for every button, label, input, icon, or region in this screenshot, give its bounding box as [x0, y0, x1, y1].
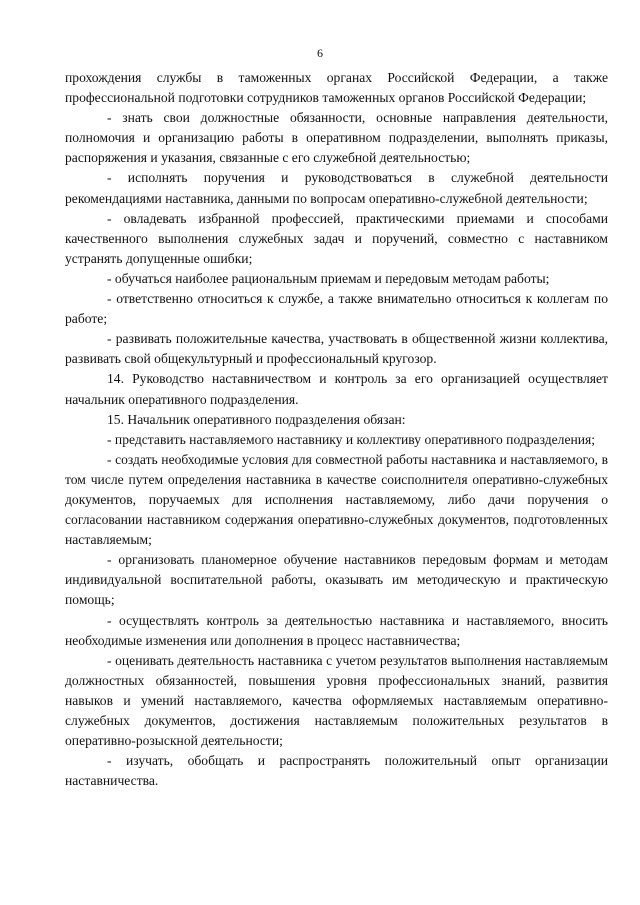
- paragraph-exercise-control: - осуществлять контроль за деятельностью наставника и наставляемого, вносить необходимые изменения или дополнения в процесс наставничества;: [65, 612, 608, 648]
- paragraph-section-14: 14. Руководство наставничеством и контроль за его организацией осуществляет начальник оперативного подразделения.: [65, 371, 608, 407]
- paragraph-organize-training: - организовать планомерное обучение наставников передовым формам и методам индивидуальной воспитательной работы, оказывать им методическую и практическую помощь;: [65, 552, 608, 608]
- paragraph-know-duties: - знать свои должностные обязанности, основные направления деятельности, полномочия и организацию работы в оперативном подразделении, выполнять приказы, распоряжения и указания, связанные с его служебной деятельностью;: [65, 110, 608, 166]
- paragraph-learn-methods: - обучаться наиболее рациональным приемам и передовым методам работы;: [107, 270, 550, 286]
- paragraph-continuation: прохождения службы в таможенных органах Российской Федерации, а также профессиональной подготовки сотрудников таможенных органов Российской Федерации;: [65, 70, 608, 106]
- paragraph-evaluate-mentor: - оценивать деятельность наставника с учетом результатов выполнения наставляемым должностных обязанностей, повышения уровня профессиональных знаний, развития навыков и умений наставляемого, качества оформляемых наставляемым оперативно-служебных документов, достижения наставляемым положительных результатов в оперативно-розыскной деятельности;: [65, 652, 608, 749]
- paragraph-develop-qualities: - развивать положительные качества, участвовать в общественной жизни коллектива, развивать свой общекультурный и профессиональный кругозор.: [65, 331, 608, 367]
- page-number: 6: [317, 46, 323, 60]
- paragraph-share-experience: - изучать, обобщать и распространять положительный опыт организации наставничества.: [65, 753, 608, 789]
- paragraph-create-conditions: - создать необходимые условия для совместной работы наставника и наставляемого, в том числе путем определения наставника в качестве соисполнителя оперативно-служебных документов, поручаемых для исполнения наставляемому, либо дачи поручения о согласовании наставником содержания оперативно-служебных документов, подготовленных наставляемым;: [65, 451, 608, 548]
- paragraph-introduce-mentee: - представить наставляемого наставнику и коллективу оперативного подразделения;: [107, 431, 596, 447]
- document-body: [65, 68, 608, 791]
- paragraph-section-15: 15. Начальник оперативного подразделения обязан:: [107, 411, 406, 427]
- paragraph-responsible-attitude: - ответственно относиться к службе, а также внимательно относиться к коллегам по работе;: [65, 291, 608, 327]
- paragraph-follow-instructions: - исполнять поручения и руководствоваться в служебной деятельности рекомендациями наставника, данными по вопросам оперативно-служебной деятельности;: [65, 170, 608, 206]
- paragraph-master-profession: - овладевать избранной профессией, практическими приемами и способами качественного выполнения служебных задач и поручений, совместно с наставником устранять допущенные ошибки;: [65, 210, 608, 266]
